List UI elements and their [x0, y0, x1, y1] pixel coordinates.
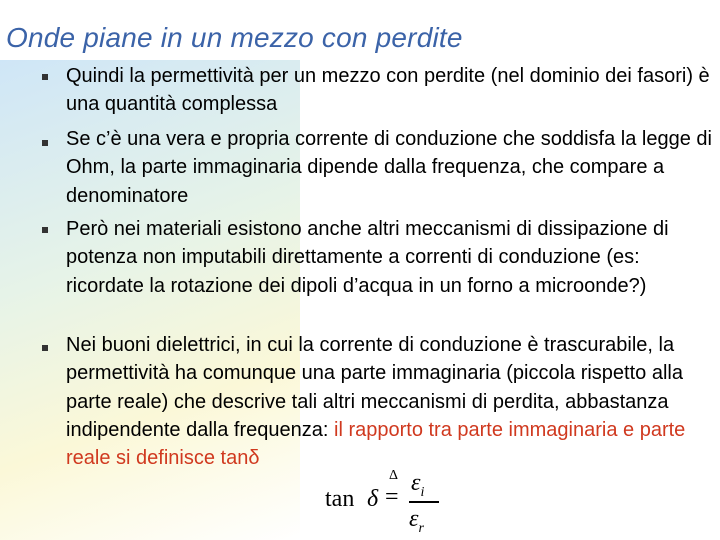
bullet-text: Quindi la permettività per un mezzo con perdite (nel dominio dei fasori) è una quantità complessa	[66, 65, 710, 116]
formula-fraction-bar	[409, 501, 439, 503]
formula-numerator: $\varepsilon_i$	[411, 470, 425, 500]
bullet-text: Però nei materiali esistono anche altri meccanismi di dissipazione di potenza non imputabili direttamente a correnti di conduzione (es: ricordate la rotazione dei dipoli d’acqua in un forno a microonde?)	[66, 218, 669, 297]
loss-tangent-formula	[325, 468, 445, 540]
formula-denominator: $\varepsilon_r$	[409, 506, 424, 536]
bullet-text: Se c’è una vera e propria corrente di conduzione che soddisfa la legge di Ohm, la parte immaginaria dipende dalla frequenza, che compare a denominatore	[66, 128, 712, 207]
bullet-marker	[42, 74, 48, 80]
bullet-marker	[42, 140, 48, 146]
formula-definition-symbol: Δ	[389, 468, 399, 483]
bullet-marker	[42, 227, 48, 233]
formula-equals: =	[385, 484, 399, 510]
bullet-text-red: il rapporto tra parte immaginaria e parte reale si definisce tanδ	[66, 418, 686, 470]
formula-tan: tan	[325, 486, 355, 512]
slide-title: Onde piane in un mezzo con perdite	[6, 22, 463, 53]
bullet-marker	[42, 345, 48, 351]
formula-delta: δ	[367, 486, 379, 512]
bullet-text-black: Nei buoni dielettrici, in cui la corrente di conduzione è trascurabile, la permettività ha comunque una parte immaginaria (piccola rispetto alla parte reale) che descrive tali altri meccanismi di perdita, abbastanza indipendente dalla frequenza:	[66, 334, 683, 441]
bullet-text	[66, 331, 706, 472]
